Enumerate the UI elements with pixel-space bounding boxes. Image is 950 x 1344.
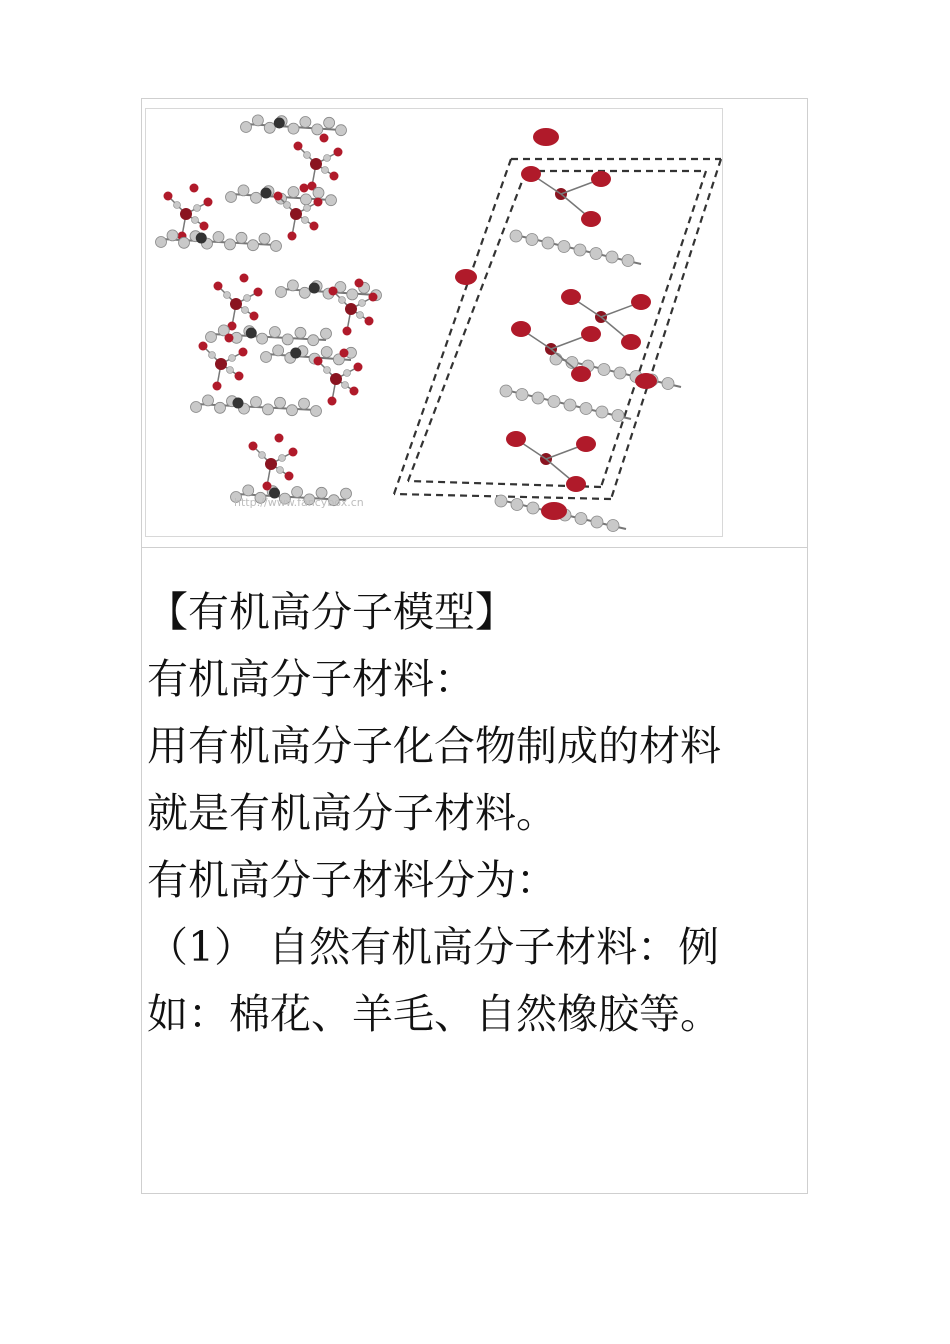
carbon-atom (229, 355, 236, 362)
carbon-atom (532, 392, 544, 404)
carbon-atom (224, 292, 231, 299)
carbon-atom (510, 230, 522, 242)
oxygen-atom (314, 198, 323, 207)
oxygen-atom (200, 222, 209, 231)
carbon-atom (357, 312, 364, 319)
oxygen-atom (190, 184, 199, 193)
metal-atom (265, 458, 277, 470)
unit-cell-edge (611, 159, 721, 499)
carbon-atom (302, 217, 309, 224)
unit-cell-edge (394, 159, 511, 494)
oxygen-atom (199, 342, 208, 351)
oxygen-atom (571, 366, 591, 382)
carbon-atom (347, 289, 358, 300)
carbon-atom (264, 122, 275, 133)
metal-center-atom (309, 283, 320, 294)
oxygen-atom (310, 222, 319, 231)
carbon-atom (251, 192, 262, 203)
paragraph-line: 就是有机高分子材料。 (147, 789, 557, 837)
paragraph-line: 用有机高分子化合物制成的材料 (147, 722, 721, 770)
carbon-atom (277, 467, 284, 474)
metal-center-atom (246, 328, 257, 339)
oxygen-atom (343, 327, 352, 336)
section-heading: 【有机高分子模型】 (147, 588, 516, 636)
molecule-stack-left (156, 115, 382, 506)
oxygen-atom (330, 172, 339, 181)
carbon-atom (194, 205, 201, 212)
carbon-atom (242, 307, 249, 314)
oxygen-atom (355, 279, 364, 288)
carbon-atom (614, 367, 626, 379)
table-divider (142, 547, 807, 548)
oxygen-atom (506, 431, 526, 447)
carbon-atom (336, 125, 347, 136)
carbon-atom (300, 117, 311, 128)
oxygen-atom (289, 448, 298, 457)
carbon-atom (257, 333, 268, 344)
oxygen-atom (300, 184, 309, 193)
metal-center-atom (261, 188, 272, 199)
carbon-atom (304, 152, 311, 159)
carbon-atom (590, 248, 602, 260)
metal-center-atom (290, 348, 301, 359)
metal-center-atom (274, 118, 285, 129)
carbon-atom (288, 123, 299, 134)
oxygen-atom (274, 192, 283, 201)
carbon-atom (244, 295, 251, 302)
carbon-atom (213, 232, 224, 243)
carbon-atom (263, 404, 274, 415)
oxygen-atom (320, 134, 329, 143)
paragraph-line: 有机高分子材料： (147, 655, 475, 703)
metal-atom (215, 358, 227, 370)
metal-atom (290, 208, 302, 220)
metal-center-atom (196, 233, 207, 244)
carbon-atom (248, 240, 259, 251)
carbon-atom (279, 455, 286, 462)
metal-atom (230, 298, 242, 310)
carbon-atom (495, 495, 507, 507)
metal-atom (310, 158, 322, 170)
molecular-structure-figure (145, 108, 723, 537)
carbon-atom (259, 233, 270, 244)
carbon-atom (261, 352, 272, 363)
carbon-atom (607, 520, 619, 532)
oxygen-atom (275, 434, 284, 443)
carbon-atom (527, 502, 539, 514)
oxygen-atom (455, 269, 477, 285)
carbon-atom (273, 345, 284, 356)
carbon-atom (251, 397, 262, 408)
carbon-atom (575, 513, 587, 525)
carbon-atom (192, 217, 199, 224)
oxygen-atom (204, 198, 213, 207)
paragraph-line: 如：棉花、羊毛、自然橡胶等。 (147, 990, 721, 1038)
oxygen-atom (329, 287, 338, 296)
carbon-atom (241, 122, 252, 133)
metal-center-atom (233, 398, 244, 409)
carbon-atom (238, 185, 249, 196)
oxygen-atom (213, 382, 222, 391)
carbon-atom (287, 405, 298, 416)
carbon-atom (500, 385, 512, 397)
carbon-atom (326, 195, 337, 206)
oxygen-atom (285, 472, 294, 481)
oxygen-atom (340, 349, 349, 358)
metal-atom (180, 208, 192, 220)
oxygen-atom (365, 317, 374, 326)
oxygen-atom (214, 282, 223, 291)
oxygen-atom (369, 293, 378, 302)
carbon-atom (304, 205, 311, 212)
metal-atom (330, 373, 342, 385)
carbon-atom (344, 370, 351, 377)
carbon-atom (511, 499, 523, 511)
oxygen-atom (263, 482, 272, 491)
oxygen-atom (249, 442, 258, 451)
carbon-atom (269, 327, 280, 338)
carbon-atom (612, 410, 624, 422)
carbon-atom (156, 237, 167, 248)
crystal-structure-image (146, 109, 723, 537)
oxygen-atom (288, 232, 297, 241)
unit-cell-right (394, 128, 721, 532)
carbon-atom (259, 452, 266, 459)
oxygen-atom (240, 274, 249, 283)
carbon-atom (295, 327, 306, 338)
oxygen-atom (621, 334, 641, 350)
oxygen-atom (541, 502, 567, 520)
oxygen-atom (235, 372, 244, 381)
carbon-atom (206, 332, 217, 343)
carbon-atom (288, 187, 299, 198)
oxygen-atom (581, 326, 601, 342)
oxygen-atom (635, 373, 657, 389)
carbon-atom (167, 230, 178, 241)
carbon-atom (558, 241, 570, 253)
carbon-atom (282, 334, 293, 345)
carbon-atom (299, 287, 310, 298)
carbon-atom (324, 117, 335, 128)
document-page (141, 98, 808, 1194)
carbon-atom (580, 403, 592, 415)
figure-watermark: http://www.fancybox.cn (234, 496, 364, 509)
metal-atom (345, 303, 357, 315)
oxygen-atom (334, 148, 343, 157)
carbon-atom (564, 399, 576, 411)
carbon-atom (243, 485, 254, 496)
carbon-atom (321, 328, 332, 339)
carbon-atom (622, 255, 634, 267)
oxygen-atom (164, 192, 173, 201)
carbon-atom (299, 398, 310, 409)
oxygen-atom (250, 312, 259, 321)
carbon-atom (312, 124, 323, 135)
carbon-atom (284, 202, 291, 209)
oxygen-atom (254, 288, 263, 297)
carbon-atom (311, 406, 322, 417)
oxygen-atom (631, 294, 651, 310)
carbon-atom (308, 335, 319, 346)
paragraph-line: 有机高分子材料分为： (147, 856, 557, 904)
carbon-atom (209, 352, 216, 359)
oxygen-atom (581, 211, 601, 227)
carbon-atom (301, 194, 312, 205)
unit-cell-edge (601, 171, 706, 487)
carbon-atom (321, 347, 332, 358)
body-text (147, 579, 797, 1048)
carbon-atom (313, 187, 324, 198)
oxygen-atom (591, 171, 611, 187)
carbon-atom (342, 382, 349, 389)
oxygen-atom (533, 128, 559, 146)
carbon-atom (324, 367, 331, 374)
carbon-atom (215, 402, 226, 413)
oxygen-atom (294, 142, 303, 151)
carbon-atom (252, 115, 263, 126)
carbon-atom (227, 367, 234, 374)
oxygen-atom (350, 387, 359, 396)
carbon-atom (179, 237, 190, 248)
oxygen-atom (225, 334, 234, 343)
carbon-atom (591, 516, 603, 528)
oxygen-atom (521, 166, 541, 182)
carbon-atom (542, 237, 554, 249)
carbon-atom (322, 167, 329, 174)
oxygen-atom (314, 357, 323, 366)
carbon-atom (526, 234, 538, 246)
carbon-atom (359, 300, 366, 307)
carbon-atom (516, 389, 528, 401)
oxygen-atom (239, 348, 248, 357)
carbon-atom (287, 280, 298, 291)
carbon-atom (598, 364, 610, 376)
oxygen-atom (566, 476, 586, 492)
carbon-atom (606, 251, 618, 263)
carbon-atom (596, 406, 608, 418)
carbon-atom (276, 287, 287, 298)
oxygen-atom (576, 436, 596, 452)
carbon-atom (324, 155, 331, 162)
paragraph-line: （1） 自然有机高分子材料：例 (147, 923, 720, 971)
carbon-atom (271, 241, 282, 252)
oxygen-atom (511, 321, 531, 337)
oxygen-atom (561, 289, 581, 305)
carbon-atom (339, 297, 346, 304)
carbon-atom (548, 396, 560, 408)
carbon-atom (236, 232, 247, 243)
carbon-atom (174, 202, 181, 209)
oxygen-atom (354, 363, 363, 372)
carbon-atom (191, 402, 202, 413)
oxygen-atom (328, 397, 337, 406)
carbon-atom (226, 192, 237, 203)
carbon-atom (203, 395, 214, 406)
carbon-atom (275, 397, 286, 408)
carbon-atom (662, 378, 674, 390)
carbon-atom (574, 244, 586, 256)
carbon-atom (225, 239, 236, 250)
